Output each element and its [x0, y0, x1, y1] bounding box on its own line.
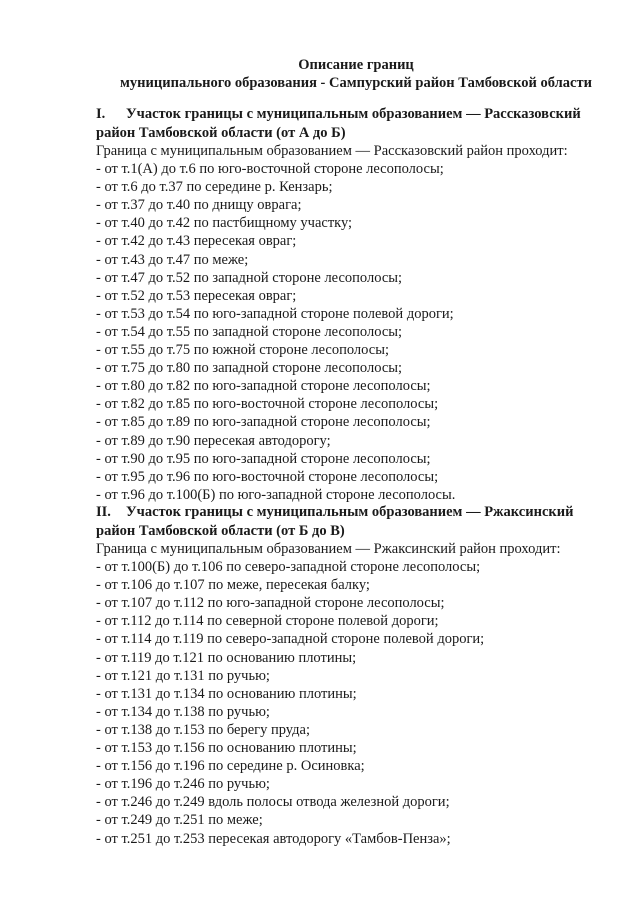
boundary-line: - от т.52 до т.53 пересекая овраг; — [96, 287, 297, 304]
document-subtitle: муниципального образования - Сампурский район Тамбовской области — [120, 75, 592, 91]
boundary-line: - от т.42 до т.43 пересекая овраг; — [96, 233, 297, 250]
section-1 — [96, 105, 616, 504]
boundary-line: - от т.1(А) до т.6 по юго-восточной стороне лесополосы; — [96, 161, 444, 178]
section-2 — [96, 503, 616, 848]
boundary-line: - от т.119 до т.121 по основанию плотины; — [96, 649, 357, 666]
boundary-line: - от т.47 до т.52 по западной стороне лесополосы; — [96, 269, 403, 286]
section-1-heading-line2: район Тамбовской области (от А до Б) — [96, 124, 346, 141]
boundary-line: - от т.153 до т.156 по основанию плотины; — [96, 740, 357, 757]
boundary-line: - от т.40 до т.42 по пастбищному участку; — [96, 215, 353, 232]
section-2-heading-line1: Участок границы с муниципальным образованием — Ржаксинский — [126, 504, 574, 520]
boundary-line: - от т.53 до т.54 по юго-западной стороне полевой дороги; — [96, 305, 454, 322]
boundary-line: - от т.196 до т.246 по ручью; — [96, 776, 270, 793]
document-title: Описание границ — [298, 57, 414, 73]
section-2-lines — [96, 540, 616, 848]
boundary-line: - от т.54 до т.55 по западной стороне лесополосы; — [96, 323, 403, 340]
boundary-line: - от т.75 до т.80 по западной стороне лесополосы; — [96, 360, 403, 377]
boundary-line: - от т.6 до т.37 по середине р. Кензарь; — [96, 179, 333, 196]
boundary-line: - от т.100(Б) до т.106 по северо-западной стороне лесополосы; — [96, 559, 481, 576]
boundary-line: - от т.80 до т.82 по юго-западной стороне лесополосы; — [96, 378, 431, 395]
boundary-line: - от т.138 до т.153 по берегу пруда; — [96, 721, 310, 738]
boundary-line: - от т.85 до т.89 по юго-западной стороне лесополосы; — [96, 414, 431, 431]
boundary-line: - от т.55 до т.75 по южной стороне лесополосы; — [96, 342, 389, 359]
boundary-line: - от т.131 до т.134 по основанию плотины; — [96, 685, 357, 702]
section-1-number: I. — [96, 106, 106, 122]
boundary-line: Граница с муниципальным образованием — Рассказовский район проходит: — [96, 143, 568, 159]
boundary-line: - от т.96 до т.100(Б) по юго-западной стороне лесополосы. — [96, 486, 456, 503]
boundary-line: - от т.121 до т.131 по ручью; — [96, 667, 270, 684]
section-1-lines — [96, 142, 616, 504]
boundary-line: - от т.251 до т.253 пересекая автодорогу «Тамбов-Пенза»; — [96, 830, 451, 847]
boundary-line: - от т.95 до т.96 по юго-восточной стороне лесополосы; — [96, 468, 439, 485]
boundary-line: - от т.114 до т.119 по северо-западной стороне полевой дороги; — [96, 631, 485, 648]
section-2-number: II. — [96, 504, 111, 520]
boundary-line: - от т.89 до т.90 пересекая автодорогу; — [96, 432, 331, 449]
section-1-heading — [96, 105, 616, 142]
boundary-line: - от т.106 до т.107 по меже, пересекая балку; — [96, 577, 370, 594]
boundary-line: - от т.156 до т.196 по середине р. Осиновка; — [96, 758, 365, 775]
boundary-line: - от т.107 до т.112 по юго-западной стороне лесополосы; — [96, 595, 445, 612]
section-2-heading-line2: район Тамбовской области (от Б до В) — [96, 522, 345, 539]
boundary-line: Граница с муниципальным образованием — Ржаксинский район проходит: — [96, 541, 561, 557]
boundary-line: - от т.90 до т.95 по юго-западной стороне лесополосы; — [96, 450, 431, 467]
boundary-line: - от т.249 до т.251 по меже; — [96, 812, 263, 829]
section-2-heading — [96, 503, 616, 540]
boundary-line: - от т.246 до т.249 вдоль полосы отвода железной дороги; — [96, 794, 450, 811]
boundary-line: - от т.37 до т.40 по днищу оврага; — [96, 197, 302, 214]
section-1-heading-line1: Участок границы с муниципальным образованием — Рассказовский — [126, 106, 581, 122]
boundary-line: - от т.112 до т.114 по северной стороне полевой дороги; — [96, 613, 439, 630]
boundary-line: - от т.82 до т.85 по юго-восточной стороне лесополосы; — [96, 396, 439, 413]
boundary-line: - от т.134 до т.138 по ручью; — [96, 703, 270, 720]
boundary-line: - от т.43 до т.47 по меже; — [96, 251, 249, 268]
